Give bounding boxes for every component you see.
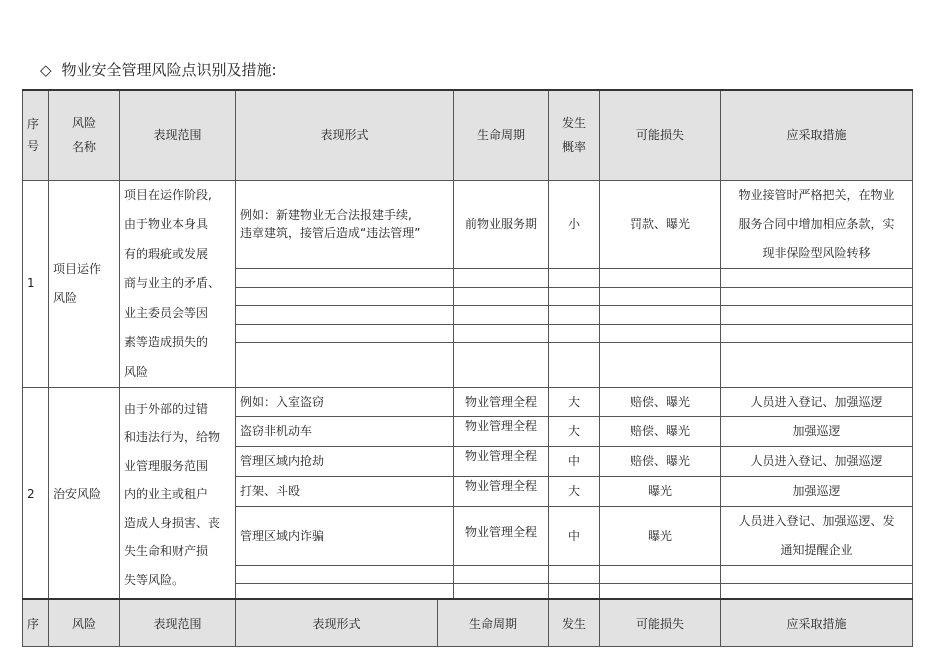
footer-measure: 应采取措施 (721, 599, 913, 647)
section-title: 物业安全管理风险点识别及措施: (61, 61, 277, 79)
probability: 大 (549, 388, 600, 417)
risk-form: 盗窃非机动车 (236, 417, 454, 447)
life-cycle: 物业管理全程 (454, 447, 549, 477)
life-cycle: 前物业服务期 (454, 180, 549, 269)
header-no: 序 号 (23, 90, 49, 180)
table-row (23, 388, 913, 417)
probability: 大 (549, 417, 600, 447)
risk-form: 管理区域内抢劫 (236, 447, 454, 477)
header-probability: 发生 概率 (549, 90, 600, 180)
footer-loss: 可能损失 (600, 599, 721, 647)
risk-table (22, 89, 913, 602)
measure: 人员进入登记、加强巡逻、发 通知提醒企业 (721, 507, 913, 566)
footer-cycle: 生命周期 (438, 599, 549, 647)
risk-form: 管理区域内诈骗 (236, 507, 454, 566)
possible-loss: 罚款、曝光 (600, 180, 721, 269)
possible-loss: 赔偿、曝光 (600, 417, 721, 447)
risk-name: 治安风险 (49, 388, 120, 602)
group-number: 1 (23, 180, 49, 388)
measure: 加强巡逻 (721, 477, 913, 507)
table-header-row (23, 90, 913, 180)
footer-probability: 发生 (549, 599, 600, 647)
measure: 加强巡逻 (721, 417, 913, 447)
risk-scope: 项目在运作阶段, 由于物业本身具 有的瑕疵或发展 商与业主的矛盾、 业主委员会等因 素等造成损失的 风险 (120, 180, 236, 388)
header-risk-name: 风险 名称 (49, 90, 120, 180)
header-form: 表现形式 (236, 90, 454, 180)
possible-loss: 赔偿、曝光 (600, 388, 721, 417)
life-cycle: 物业管理全程 (454, 417, 549, 447)
diamond-bullet-icon: ◇ (40, 61, 52, 79)
measure: 人员进入登记、加强巡逻 (721, 447, 913, 477)
group-number: 2 (23, 388, 49, 602)
probability: 大 (549, 477, 600, 507)
life-cycle: 物业管理全程 (454, 507, 549, 566)
risk-form: 例如：新建物业无合法报建手续, 违章建筑，接管后造成“违法管理” (236, 180, 454, 269)
footer-risk: 风险 (49, 599, 120, 647)
header-cycle: 生命周期 (454, 90, 549, 180)
measure: 人员进入登记、加强巡逻 (721, 388, 913, 417)
header-scope: 表现范围 (120, 90, 236, 180)
footer-no: 序 (23, 599, 49, 647)
risk-name: 项目运作 风险 (49, 180, 120, 388)
life-cycle: 物业管理全程 (454, 477, 549, 507)
possible-loss: 赔偿、曝光 (600, 447, 721, 477)
risk-form: 例如：入室盗窃 (236, 388, 454, 417)
risk-scope: 由于外部的过错 和违法行为，给物 业管理服务范围 内的业主或租户 造成人身损害、丧 失生命和财产损 失等风险。 (120, 388, 236, 602)
footer-form: 表现形式 (236, 599, 438, 647)
probability: 小 (549, 180, 600, 269)
header-loss: 可能损失 (600, 90, 721, 180)
probability: 中 (549, 507, 600, 566)
probability: 中 (549, 447, 600, 477)
repeated-header-row (22, 598, 913, 647)
footer-scope: 表现范围 (120, 599, 236, 647)
life-cycle: 物业管理全程 (454, 388, 549, 417)
possible-loss: 曝光 (600, 477, 721, 507)
measure: 物业接管时严格把关，在物业 服务合同中增加相应条款，实 现非保险型风险转移 (721, 180, 913, 269)
possible-loss: 曝光 (600, 507, 721, 566)
risk-form: 打架、斗殴 (236, 477, 454, 507)
table-row (23, 180, 913, 269)
header-measure: 应采取措施 (721, 90, 913, 180)
section-heading (40, 60, 277, 80)
